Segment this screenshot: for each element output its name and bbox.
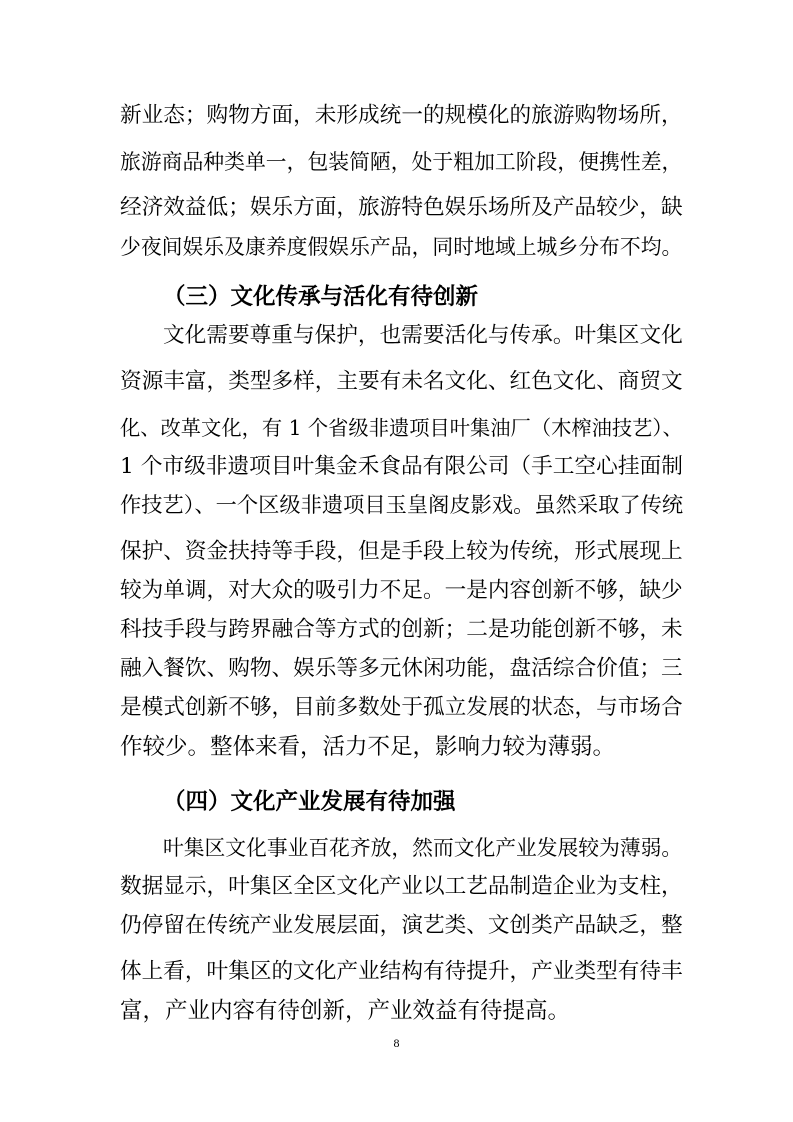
paragraph-line: 体上看，叶集区的文化产业结构有待提升，产业类型有待丰 [120, 959, 683, 984]
paragraph-line: 1 个市级非遗项目叶集金禾食品有限公司（手工空心挂面制 [120, 454, 683, 479]
paragraph-line: 少夜间娱乐及康养度假娱乐产品，同时地域上城乡分布不均。 [120, 235, 683, 259]
paragraph-line: 叶集区文化事业百花齐放，然而文化产业发展较为薄弱。 [163, 836, 683, 860]
paragraph-line: 化、改革文化，有 1 个省级非遗项目叶集油厂（木榨油技艺）、 [120, 416, 683, 440]
paragraph-line: 是模式创新不够，目前多数处于孤立发展的状态，与市场合 [120, 695, 683, 720]
paragraph-line: 资源丰富，类型多样，主要有未名文化、红色文化、商贸文 [120, 369, 683, 394]
paragraph-line: 作技艺）、一个区级非遗项目玉皇阁皮影戏。虽然采取了传统 [120, 493, 684, 518]
paragraph-line: 文化需要尊重与保护，也需要活化与传承。叶集区文化 [163, 323, 683, 348]
paragraph-line: 仍停留在传统产业发展层面，演艺类、文创类产品缺乏，整 [120, 913, 683, 938]
paragraph-line: 经济效益低；娱乐方面，旅游特色娱乐场所及产品较少，缺 [120, 195, 683, 220]
section-heading: （三）文化传承与活化有待创新 [163, 284, 479, 310]
paragraph-line: 富，产业内容有待创新，产业效益有待提高。 [120, 998, 571, 1024]
paragraph-line: 旅游商品种类单一，包装简陋，处于粗加工阶段，便携性差， [120, 150, 683, 174]
paragraph-line: 融入餐饮、购物、娱乐等多元休闲功能，盘活综合价值；三 [120, 656, 683, 681]
paragraph-line: 保护、资金扶持等手段，但是手段上较为传统，形式展现上 [120, 539, 683, 564]
paragraph-line: 数据显示，叶集区全区文化产业以工艺品制造企业为支柱， [120, 874, 683, 899]
paragraph-line: 新业态；购物方面，未形成统一的规模化的旅游购物场所， [120, 103, 683, 128]
paragraph-line: 科技手段与跨界融合等方式的创新；二是功能创新不够，未 [120, 617, 683, 642]
page-number: 8 [393, 1036, 400, 1050]
section-heading: （四）文化产业发展有待加强 [163, 789, 456, 815]
paragraph-line: 较为单调，对大众的吸引力不足。一是内容创新不够，缺少 [120, 578, 683, 603]
paragraph-line: 作较少。整体来看，活力不足，影响力较为薄弱。 [120, 734, 616, 760]
